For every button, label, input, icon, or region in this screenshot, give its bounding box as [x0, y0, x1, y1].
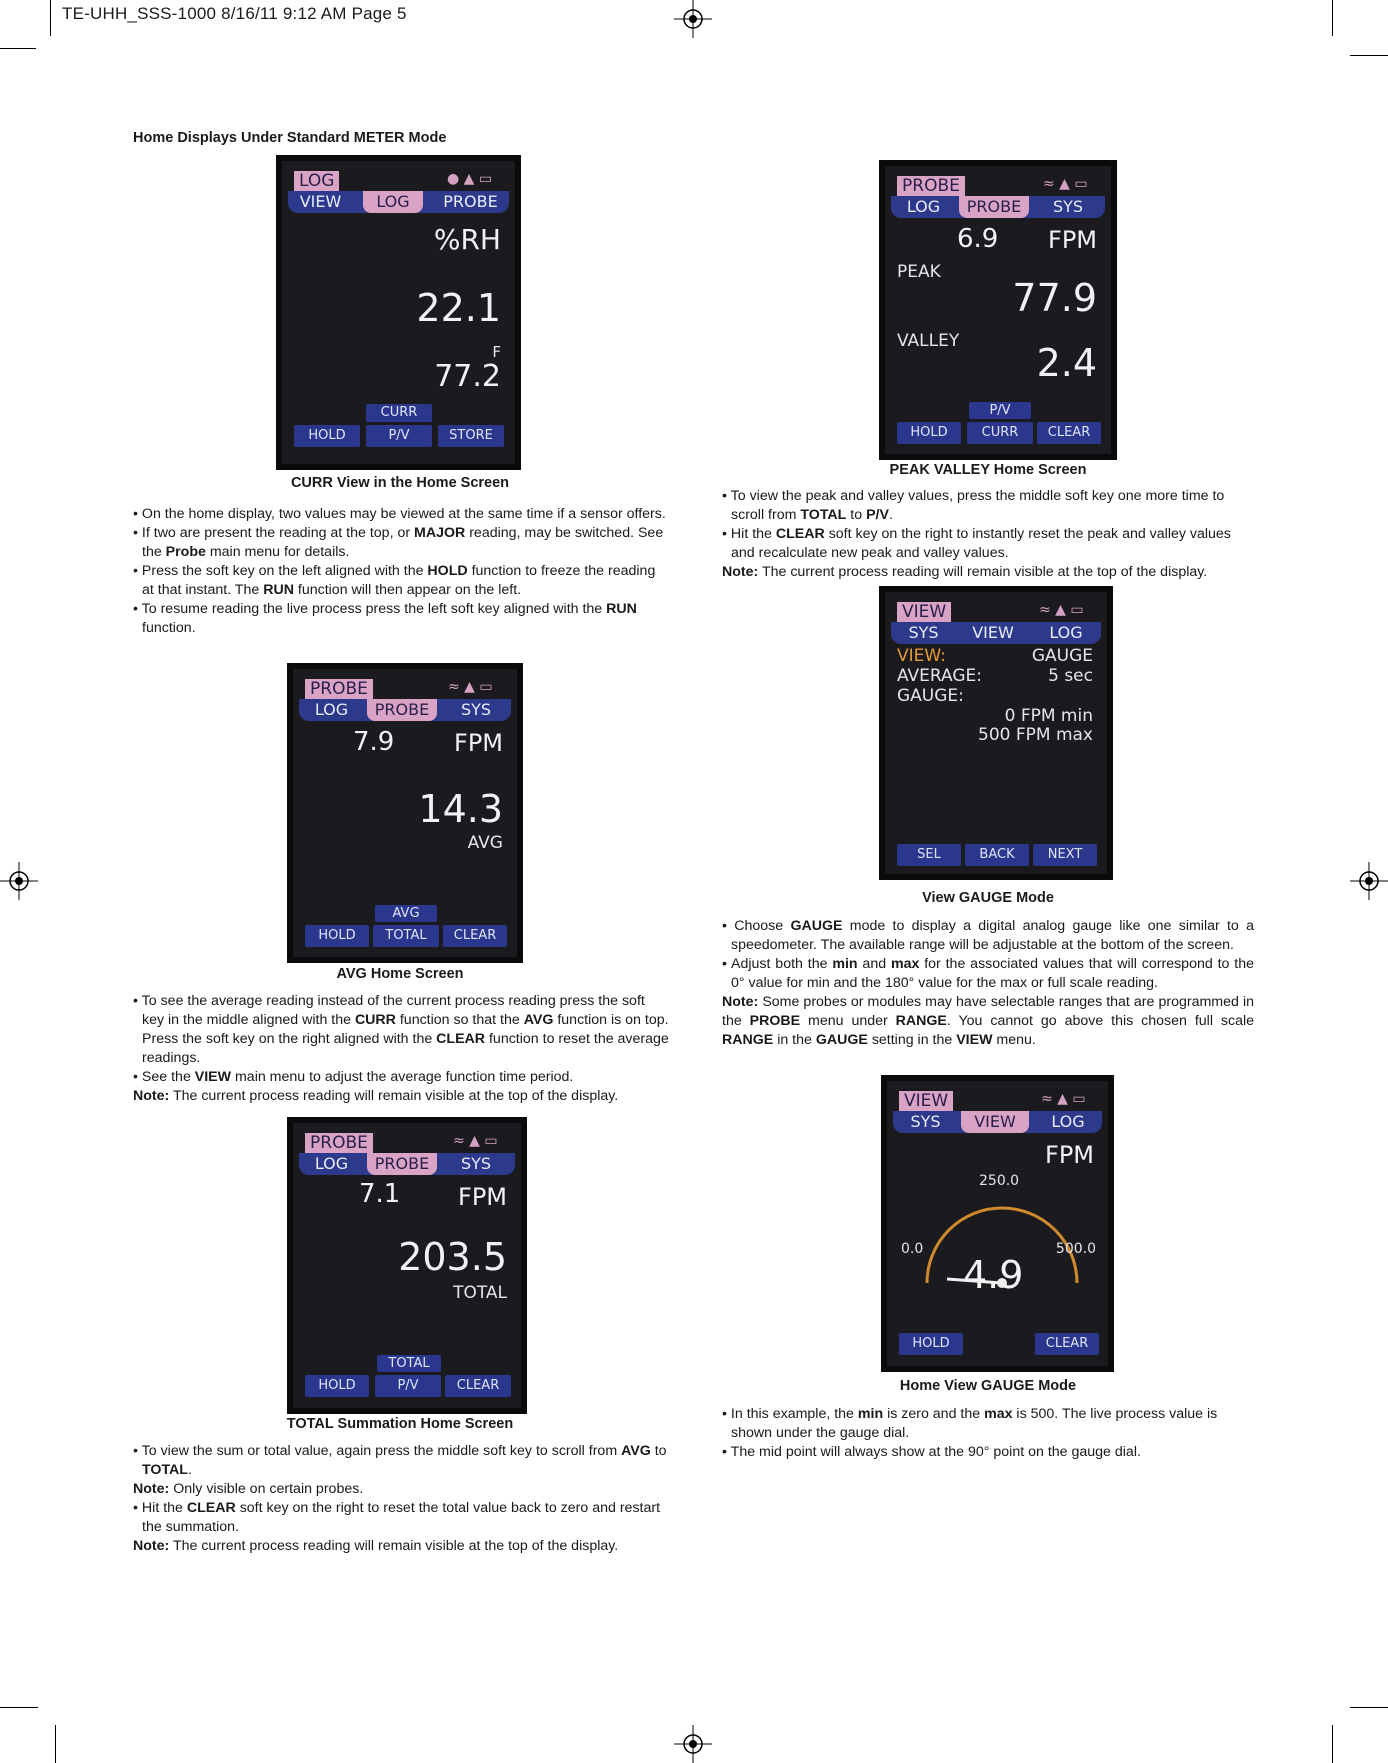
- value-label: AVG: [467, 833, 503, 853]
- hold-softkey: HOLD: [294, 425, 360, 447]
- tab-bar: [299, 1153, 515, 1175]
- bullets-home-gauge: • In this example, the min is zero and the max is 500. The live process value is shown under the gauge dial. • The mid point will always show at the 90° point on the gauge dial.: [722, 1406, 1218, 1460]
- tab-sys: SYS: [908, 623, 939, 642]
- menu-row-average-label: AVERAGE:: [897, 666, 983, 686]
- status-icons: ≈ ▲ ▭: [448, 679, 493, 695]
- bullets-gauge: • Choose GAUGE mode to display a digital analog gauge like one similar to a speedometer. The available range will be adjustable at the bottom of the screen. • Adjust both the min and max for the associated values that will correspond to the 0° value for min and the 180° value for the max or full scale reading. Note: Some probes or modules may have selectable ranges that are programmed in the PROBE menu under RANGE. You cannot go above this chosen full scale RANGE in the GAUGE setting in the VIEW menu.: [722, 918, 1255, 1048]
- total-softkey: TOTAL: [373, 925, 439, 947]
- tab-log: LOG: [363, 191, 423, 213]
- gauge-min-setting: 0 FPM min: [1004, 706, 1093, 726]
- store-softkey: STORE: [438, 425, 504, 447]
- status-icons: ≈ ▲ ▭: [1043, 176, 1088, 192]
- tab-log: LOG: [1051, 1112, 1085, 1131]
- unit-label: FPM: [1048, 226, 1097, 254]
- gauge-max-setting: 500 FPM max: [978, 725, 1093, 745]
- screen-title: PROBE: [305, 679, 373, 699]
- screen-title: PROBE: [897, 176, 965, 196]
- registration-mark-icon: [1350, 862, 1388, 900]
- status-icons: ≈ ▲ ▭: [1039, 602, 1084, 618]
- view-gauge-screen: [879, 586, 1113, 880]
- valley-value: 2.4: [1036, 341, 1097, 385]
- tab-probe: PROBE: [367, 699, 437, 721]
- crop-mark: [1332, 0, 1333, 36]
- primary-value: 14.3: [418, 787, 503, 831]
- unit-label: %RH: [433, 223, 501, 256]
- caption-view-gauge: View GAUGE Mode: [922, 890, 1054, 906]
- tab-bar: [299, 699, 511, 721]
- bullets-total: • To view the sum or total value, again press the middle soft key to scroll from AVG to TOTAL. Note: Only visible on certain probes. • Hit the CLEAR soft key on the right to reset the total value back to zero and restart the summation. Note: The current process reading will remain visible at the top of the display.: [133, 1443, 667, 1554]
- tab-log: LOG: [314, 1154, 349, 1173]
- crop-mark: [1332, 1725, 1333, 1763]
- bullets-pv: • To view the peak and valley values, press the middle soft key one more time to scroll from TOTAL to P/V. • Hit the CLEAR soft key on the right to instantly reset the peak and valley values and recalculate new peak and valley values. Note: The current process reading will remain visible at the top of the display.: [722, 488, 1231, 580]
- screen-title: VIEW: [897, 602, 951, 622]
- tab-sys: SYS: [910, 1112, 941, 1131]
- screen-title: LOG: [294, 171, 339, 191]
- registration-mark-icon: [674, 0, 712, 38]
- screen-title: PROBE: [305, 1133, 373, 1153]
- clear-softkey: CLEAR: [1035, 1333, 1099, 1355]
- tab-bar: [891, 622, 1101, 644]
- unit-label: FPM: [454, 729, 503, 757]
- hold-softkey: HOLD: [305, 925, 369, 947]
- tab-view: VIEW: [299, 192, 342, 211]
- back-softkey: BACK: [965, 844, 1029, 866]
- caption-total: TOTAL Summation Home Screen: [286, 1416, 514, 1432]
- menu-row-view-value: GAUGE: [1031, 646, 1093, 666]
- pv-softkey: P/V: [366, 425, 432, 447]
- unit-label: FPM: [1045, 1141, 1094, 1169]
- total-screen: [287, 1117, 527, 1414]
- gauge-max-label: 500.0: [1055, 1241, 1096, 1257]
- crop-mark: [1350, 1707, 1388, 1708]
- mode-indicator: CURR: [366, 404, 432, 422]
- tab-log: LOG: [1049, 623, 1083, 642]
- registration-mark-icon: [674, 1725, 712, 1763]
- bullets-curr: • On the home display, two values may be viewed at the same time if a sensor offers. • If two are present the reading at the top, or MAJOR reading, may be switched. See the Probe main menu for details. • Press the soft key on the left aligned with the HOLD function to freeze the reading at that instant. The RUN function will then appear on the left. • To resume reading the live process press the left soft key aligned with the RUN function.: [133, 506, 666, 636]
- top-value: 7.9: [353, 727, 395, 757]
- mode-indicator: TOTAL: [377, 1355, 441, 1372]
- status-icons: ● ▲ ▭: [447, 171, 493, 187]
- tab-sys: SYS: [460, 700, 492, 719]
- tab-probe: PROBE: [367, 1153, 437, 1175]
- screen-title: VIEW: [899, 1091, 953, 1111]
- primary-value: 203.5: [398, 1235, 507, 1279]
- mode-indicator: AVG: [375, 905, 437, 922]
- crop-mark: [50, 0, 51, 36]
- top-value: 6.9: [957, 224, 999, 254]
- clear-softkey: CLEAR: [1037, 422, 1101, 444]
- hold-softkey: HOLD: [899, 1333, 963, 1355]
- tab-bar: [891, 196, 1105, 218]
- value-label: TOTAL: [453, 1283, 507, 1303]
- crop-mark: [0, 1707, 38, 1708]
- hold-softkey: HOLD: [897, 422, 961, 444]
- menu-row-average-value: 5 sec: [1048, 666, 1093, 686]
- crop-mark: [1350, 55, 1388, 56]
- tab-probe: PROBE: [959, 196, 1029, 218]
- tab-sys: SYS: [460, 1154, 492, 1173]
- sel-softkey: SEL: [897, 844, 961, 866]
- status-icons: ≈ ▲ ▭: [1041, 1091, 1086, 1107]
- tab-log: LOG: [314, 700, 349, 719]
- section-heading: Home Displays Under Standard METER Mode: [133, 130, 447, 146]
- registration-mark-icon: [0, 862, 38, 900]
- clear-softkey: CLEAR: [445, 1375, 511, 1397]
- pv-softkey: P/V: [375, 1375, 441, 1397]
- tab-bar: [288, 191, 509, 213]
- valley-label: VALLEY: [897, 331, 960, 351]
- tab-bar: [893, 1111, 1102, 1133]
- tab-log: LOG: [906, 197, 941, 216]
- home-gauge-screen: [881, 1075, 1114, 1372]
- peak-value: 77.9: [1012, 276, 1097, 320]
- primary-value: 22.1: [416, 286, 501, 330]
- tab-sys: SYS: [1052, 197, 1084, 216]
- secondary-unit: F: [492, 343, 501, 361]
- tab-probe: PROBE: [443, 192, 498, 211]
- caption-home-gauge: Home View GAUGE Mode: [899, 1378, 1077, 1394]
- primary-value: 4.9: [963, 1253, 1024, 1297]
- top-value: 7.1: [359, 1179, 401, 1209]
- crop-mark: [0, 48, 36, 49]
- crop-mark: [55, 1725, 56, 1763]
- tab-view: VIEW: [972, 623, 1014, 642]
- menu-row-view-label: VIEW:: [897, 646, 946, 666]
- peak-label: PEAK: [897, 262, 941, 282]
- caption-avg: AVG Home Screen: [336, 966, 464, 982]
- page-header: TE-UHH_SSS-1000 8/16/11 9:12 AM Page 5: [62, 4, 407, 23]
- gauge-min-label: 0.0: [901, 1241, 924, 1257]
- next-softkey: NEXT: [1033, 844, 1097, 866]
- hold-softkey: HOLD: [305, 1375, 369, 1397]
- curr-softkey: CURR: [967, 422, 1033, 444]
- status-icons: ≈ ▲ ▭: [453, 1133, 498, 1149]
- bullets-avg: • To see the average reading instead of the current process reading press the soft key in the middle aligned with the CURR function so that the AVG function is on top. Press the soft key on the right aligned with the CLEAR function to reset the average readings. • See the VIEW main menu to adjust the average function time period. Note: The current process reading will remain visible at the top of the display.: [133, 993, 669, 1104]
- caption-pv: PEAK VALLEY Home Screen: [889, 462, 1087, 478]
- curr-screen: [276, 155, 521, 470]
- tab-view: VIEW: [961, 1111, 1029, 1133]
- clear-softkey: CLEAR: [443, 925, 507, 947]
- caption-curr: CURR View in the Home Screen: [290, 475, 510, 491]
- secondary-value: 77.2: [434, 359, 501, 394]
- avg-screen: [287, 663, 523, 963]
- mode-indicator: P/V: [969, 402, 1031, 419]
- gauge-mid-label: 250.0: [979, 1173, 1020, 1189]
- menu-row-gauge-label: GAUGE:: [897, 686, 964, 706]
- unit-label: FPM: [458, 1183, 507, 1211]
- pv-screen: [879, 160, 1117, 460]
